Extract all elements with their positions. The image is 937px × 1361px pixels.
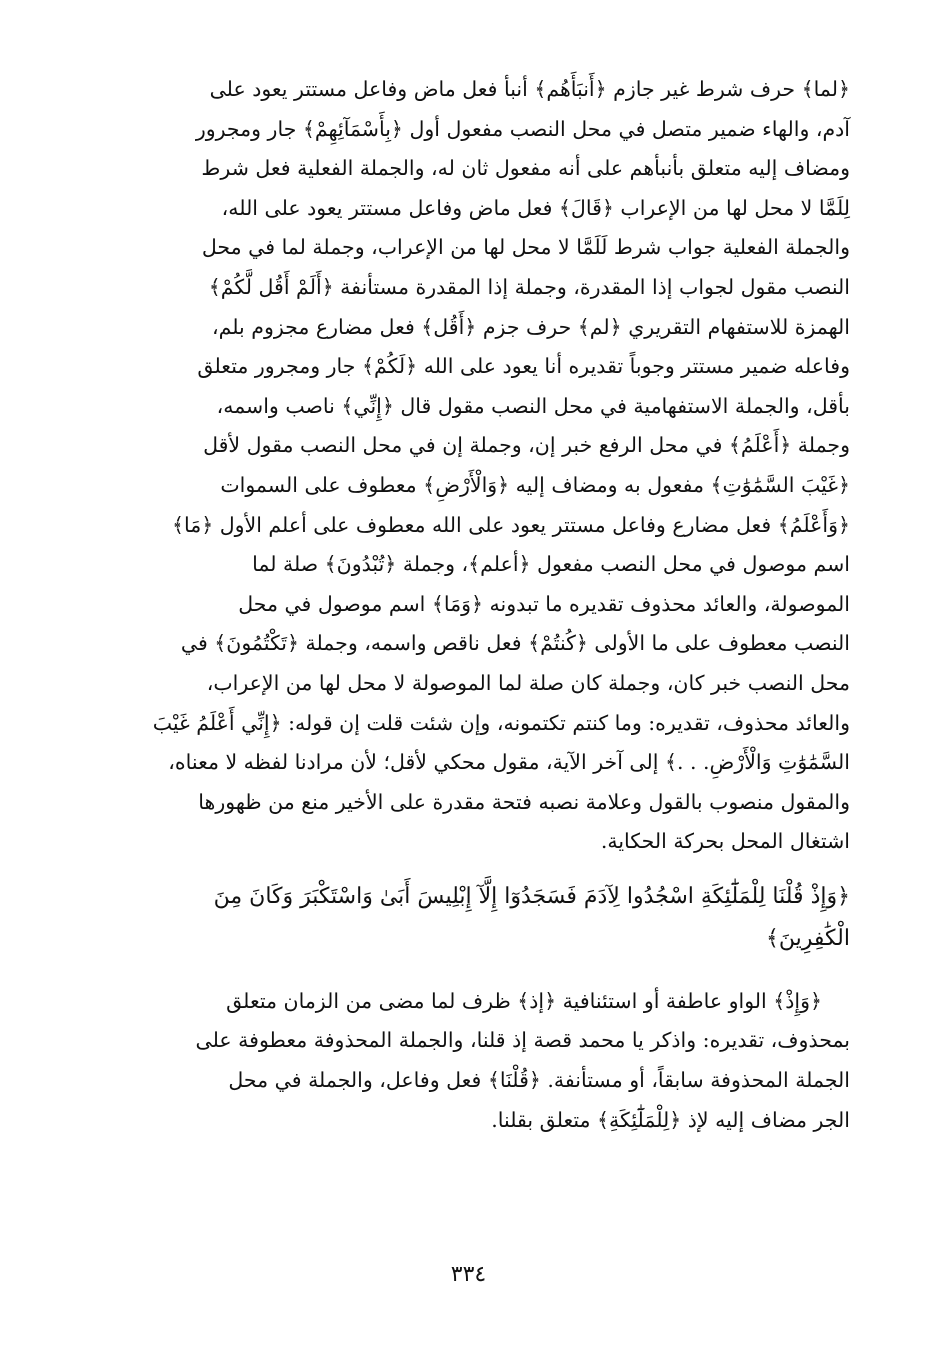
text-line: آدم، والهاء ضمير متصل في محل النصب مفعول أول ﴿بِأَسْمَآئِهِمْ﴾ جار ومجرور (195, 116, 850, 141)
text-line: الهمزة للاستفهام التقريري ﴿لم﴾ حرف جزم ﴿أَقُل﴾ فعل مضارع مجزوم بلم، (211, 314, 850, 339)
page-number: ٣٣٤ (450, 1262, 487, 1287)
text-line: اشتغال المحل بحركة الحكاية. (600, 829, 850, 854)
text-line: ومضاف إليه متعلق بأنبأهم على أنه مفعول ثان له، والجملة الفعلية فعل شرط (201, 156, 850, 181)
commentary-paragraph-1 (76, 70, 850, 862)
text-line: السَّمَٰوَٰتِ وَالْأَرْضِ. . .﴾ إلى آخر الآية، مقول محكي لأقل؛ لأن مرادنا لفظه لا معناه، (168, 750, 850, 775)
commentary-paragraph-2 (76, 982, 850, 1140)
verse-line: ﴿وَإِذْ قُلْنَا لِلْمَلَٰٓئِكَةِ اسْجُدُوا لِآدَمَ فَسَجَدُوٓا إِلَّآ إِبْلِيسَ أَبَىٰ وَاسْتَكْبَرَ وَكَانَ مِنَ (213, 883, 850, 909)
text-line: الموصولة، والعائد محذوف تقديره ما تبدونه ﴿وَمَا﴾ اسم موصول في محل (238, 591, 850, 616)
text-line: اسم موصول في محل النصب مفعول ﴿أعلم﴾، وجملة ﴿تُبْدُونَ﴾ صلة لما (252, 552, 850, 577)
text-line: محل النصب خبر كان، وجملة كان صلة لما الموصولة لا محل لها من الإعراب، (206, 670, 850, 695)
page-body (76, 70, 850, 1140)
text-line: النصب معطوف على ما الأولى ﴿كُنتُمْ﴾ فعل ناقص واسمه، وجملة ﴿تَكْتُمُونَ﴾ في (180, 631, 850, 656)
text-line: ﴿لما﴾ حرف شرط غير جازم ﴿أَنبَأَهُم﴾ أنبأ فعل ماض وفاعل مستتر يعود على (209, 77, 850, 101)
text-line: ﴿وَأَعْلَمُ﴾ فعل مضارع وفاعل مستتر يعود على الله معطوف على أعلم الأول ﴿مَا﴾ (171, 512, 850, 537)
text-line: الجملة المحذوفة سابقاً، أو مستأنفة. ﴿قُلْنَا﴾ فعل وفاعل، والجملة في محل (228, 1068, 850, 1093)
text-line: بمحذوف، تقديره: واذكر يا محمد قصة إذ قلنا، والجملة المحذوفة معطوفة على (195, 1028, 850, 1053)
text-line: والعائد محذوف، تقديره: وما كنتم تكتمونه، وإن شئت قلت إن قوله: ﴿إِنِّي أَعْلَمُ غَيْبَ (152, 710, 850, 735)
text-line: الجر مضاف إليه لإذ ﴿لِلْمَلَٰٓئِكَةِ﴾ متعلق بقلنا. (491, 1107, 850, 1132)
text-line: والمقول منصوب بالقول وعلامة نصبه فتحة مقدرة على الأخير منع من ظهورها (198, 789, 850, 814)
text-line: النصب مقول لجواب إذا المقدرة، وجملة إذا المقدرة مستأنفة ﴿أَلَمْ أَقُل لَّكُمْ﴾ (208, 274, 850, 299)
text-line: ﴿غَيْبَ السَّمَٰوَٰتِ﴾ مفعول به ومضاف إليه ﴿وَالْأَرْضِ﴾ معطوف على السموات (220, 472, 850, 497)
quran-verse (76, 876, 850, 960)
verse-line: الْكَٰفِرِينَ﴾ (766, 925, 850, 951)
text-line: والجملة الفعلية جواب شرط لَلَمَّا لا محل لها من الإعراب، وجملة لما في محل (201, 235, 850, 260)
text-line: بأقل، والجملة الاستفهامية في محل النصب مقول قال ﴿إِنِّي﴾ ناصب واسمه، (216, 393, 850, 418)
text-line: ﴿وَإِذْ﴾ الواو عاطفة أو استئنافية ﴿إذ﴾ ظرف لما مضى من الزمان متعلق (226, 988, 822, 1013)
text-line: وفاعله ضمير مستتر وجوباً تقديره أنا يعود على الله ﴿لَكُمْ﴾ جار ومجرور متعلق (197, 354, 850, 379)
text-line: لِلَمَّا لا محل لها من الإعراب ﴿قَالَ﴾ فعل ماض وفاعل مستتر يعود على الله، (221, 195, 850, 220)
text-line: وجملة ﴿أَعْلَمُ﴾ في محل الرفع خبر إن، وجملة إن في محل النصب مقول لأقل (203, 433, 850, 458)
